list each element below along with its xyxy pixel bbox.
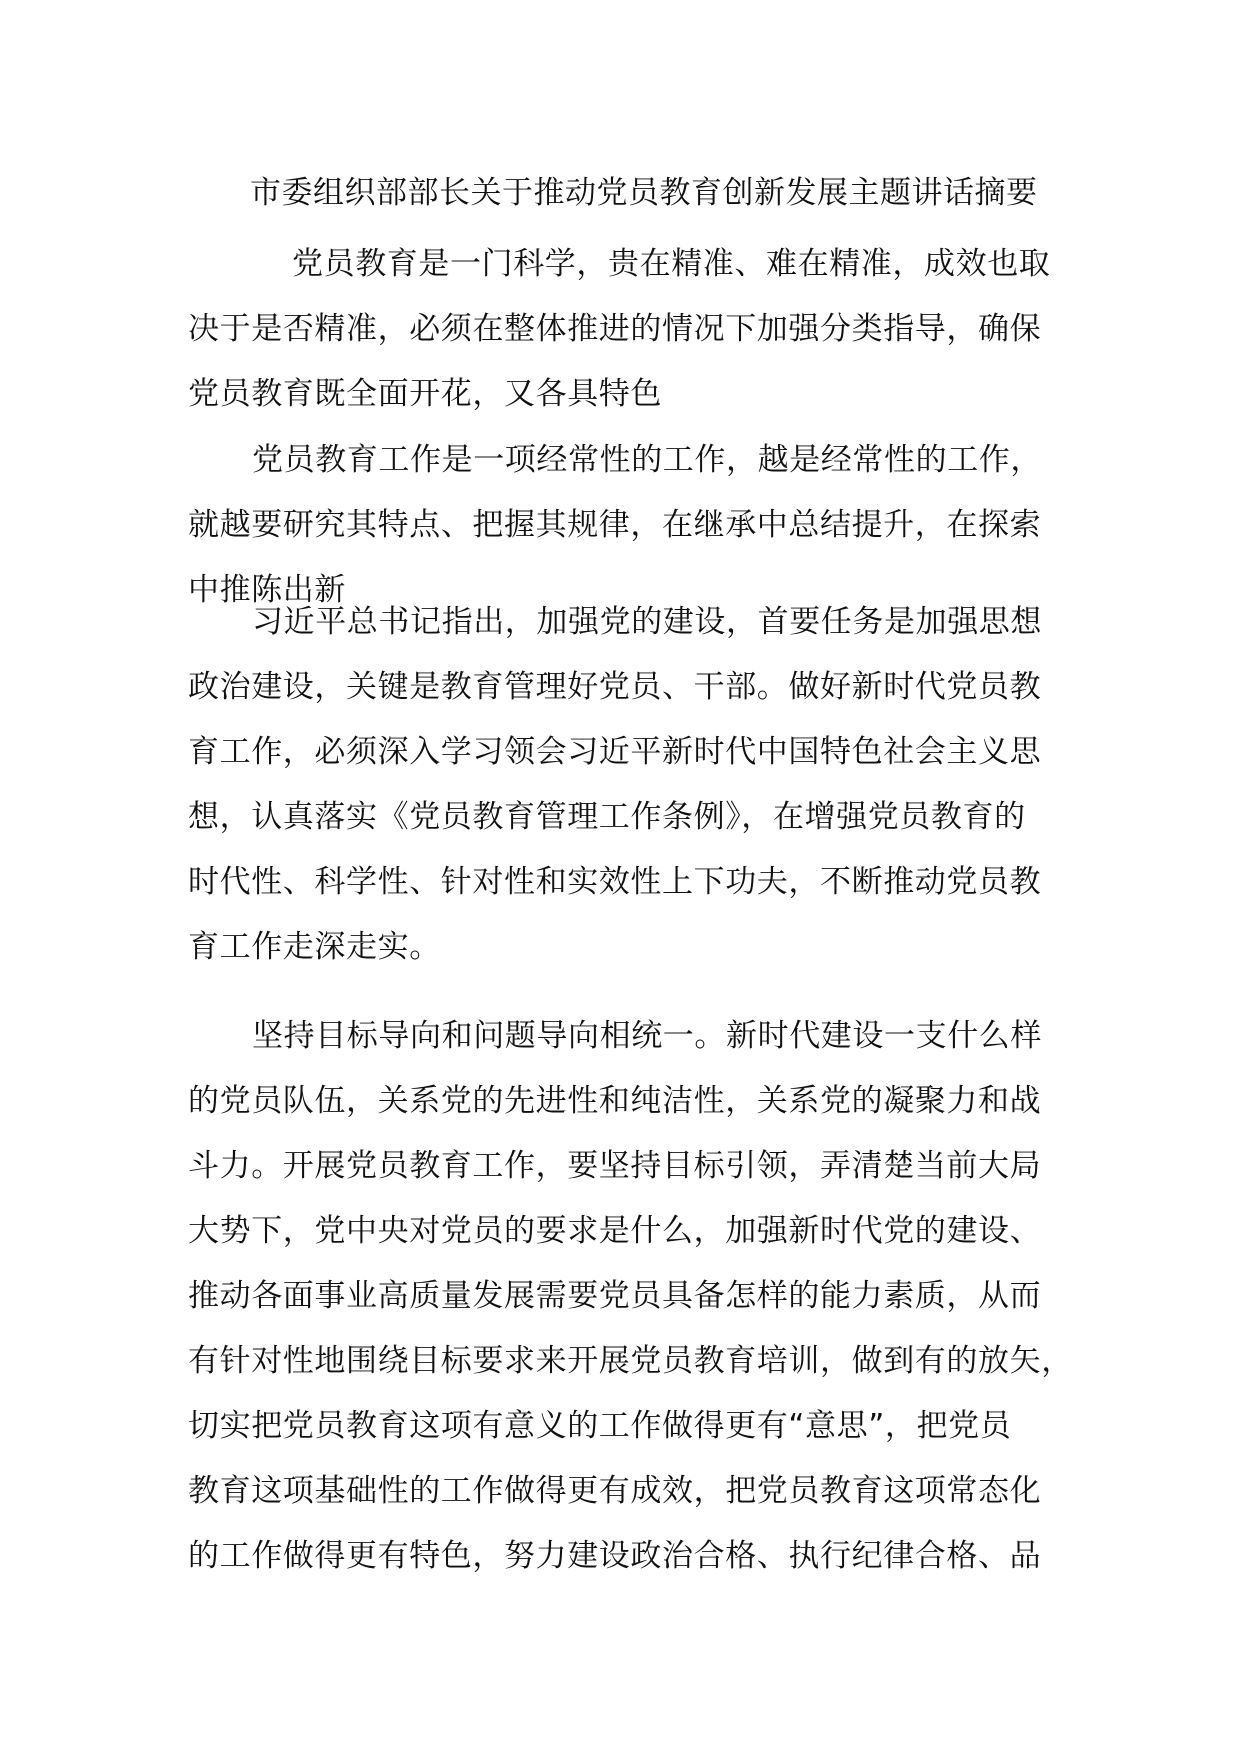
paragraph-line: 想，认真落实《党员教育管理工作条例》，在增强党员教育的: [188, 799, 1026, 835]
paragraph-line: 教育这项基础性的工作做得更有成效，把党员教育这项常态化: [188, 1473, 1042, 1509]
paragraph-line: 有针对性地围绕目标要求来开展党员教育培训，做到有的放矢，: [188, 1343, 1073, 1379]
paragraph-line: 党员教育工作是一项经常性的工作，越是经常性的工作，: [252, 442, 1042, 478]
paragraph-3: [188, 590, 1068, 980]
paragraph-line: 的党员队伍，关系党的先进性和纯洁性，关系党的凝聚力和战: [188, 1083, 1042, 1119]
paragraph-4: [188, 1004, 1073, 1589]
paragraph-line: 中推陈出新: [188, 572, 346, 608]
paragraph-line: 斗力。开展党员教育工作，要坚持目标引领，弄清楚当前大局: [188, 1148, 1042, 1184]
paragraph-line: 推动各面事业高质量发展需要党员具备怎样的能力素质，从而: [188, 1278, 1042, 1314]
paragraph-line: 时代性、科学性、针对性和实效性上下功夫，不断推动党员教: [188, 864, 1042, 900]
paragraph-line: 大势下，党中央对党员的要求是什么，加强新时代党的建设、: [188, 1213, 1042, 1249]
paragraph-line: 的工作做得更有特色，努力建设政治合格、执行纪律合格、品: [188, 1538, 1042, 1574]
paragraph-line: 政治建设，关键是教育管理好党员、干部。做好新时代党员教: [188, 669, 1042, 705]
paragraph-line: 决于是否精准，必须在整体推进的情况下加强分类指导，确保: [188, 311, 1042, 347]
paragraph-1: [188, 232, 1068, 427]
paragraph-line: 党员教育既全面开花，又各具特色: [188, 376, 662, 412]
paragraph-line: 就越要研究其特点、把握其规律，在继承中总结提升，在探索: [188, 507, 1042, 543]
paragraph-line: 党员教育是一门科学，贵在精准、难在精准，成效也取: [292, 246, 1051, 282]
paragraph-line: 习近平总书记指出，加强党的建设，首要任务是加强思想: [252, 604, 1042, 640]
document-title: 市委组织部部长关于推动党员教育创新发展主题讲话摘要: [250, 175, 1038, 211]
paragraph-line: 切实把党员教育这项有意义的工作做得更有“意思”，把党员: [188, 1408, 1012, 1444]
paragraph-line: 坚持目标导向和问题导向相统一。新时代建设一支什么样: [252, 1018, 1042, 1054]
paragraph-line: 育工作，必须深入学习领会习近平新时代中国特色社会主义思: [188, 734, 1042, 770]
paragraph-line: 育工作走深走实。: [188, 929, 441, 965]
